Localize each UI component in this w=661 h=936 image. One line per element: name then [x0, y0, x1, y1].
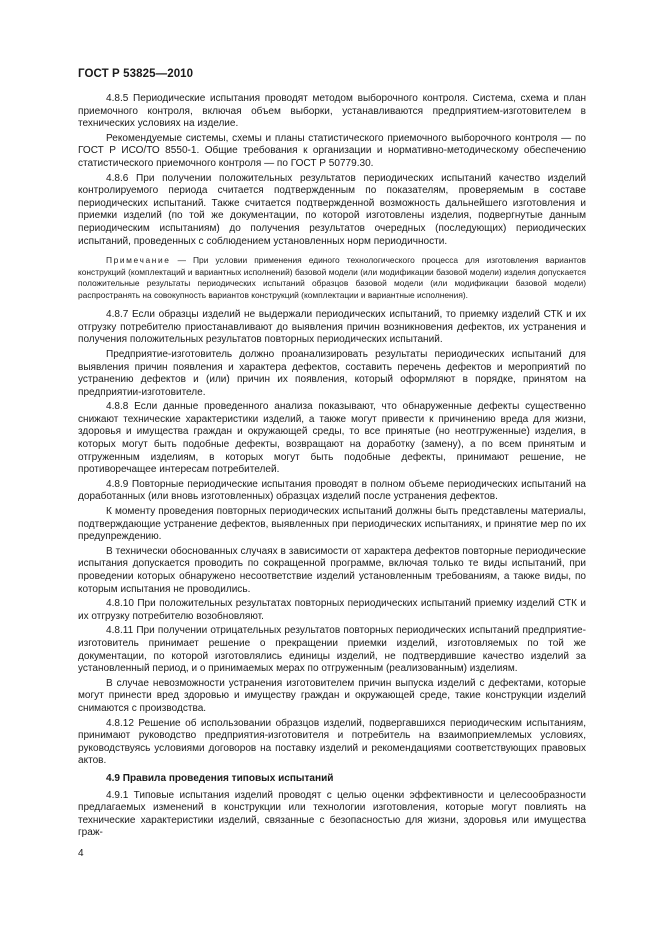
paragraph-4-9-1: 4.9.1 Типовые испытания изделий проводят с целью оценки эффективности и целесообразности предлагаемых изменений в конструкции или технологии изготовления, которые могут повлиять на технические характеристики изделий, связанные с безопасностью для жизни, здоровья или имущества граж- — [78, 789, 586, 839]
paragraph-4-8-7: 4.8.7 Если образцы изделий не выдержали периодических испытаний, то приемку изделий СТК и их отгрузку потребителю приостанавливают до выявления причин возникновения дефектов, их устранения и получения положительных результатов повторных периодических испытаний. — [78, 309, 586, 346]
paragraph-4-8-9: 4.8.9 Повторные периодические испытания проводят в полном объеме периодических испытаний на доработанных (или вновь изготовленных) образцах изделий после устранения дефектов. — [78, 478, 586, 503]
document-header: ГОСТ Р 53825—2010 — [78, 68, 194, 80]
paragraph-4-8-11: 4.8.11 При получении отрицательных результатов повторных периодических испытаний предприятие-изготовитель принимает решение о прекращении приемки изделий, изготовляемых по той же документации, по которой изготовлялись единицы изделий, не подтвердившие качество изделий за установленный период, и о принимаемых мерах по отгруженным (реализованным) изделиям. — [78, 625, 586, 675]
paragraph-analysis: Предприятие-изготовитель должно проанализировать результаты периодических испытаний для выявления причин появления и характера дефектов, составить перечень дефектов и мероприятий по устранению дефектов и (или) причин их появления, который оформляют в порядке, принятом на предприятии-изготовителе. — [78, 348, 586, 398]
document-body — [78, 93, 586, 842]
section-title-4-9: 4.9 Правила проведения типовых испытаний — [106, 772, 334, 784]
note-label: Примечание — [106, 255, 171, 266]
note-text: — При условии применения единого технологического процесса для изготовления вариантов конструкций (комплектаций и вариантных исполнений) базовой модели (или модификации базовой модели) изделия допускается положительные результаты периодических испытаний образцов базовой модели (или модификации базовой модели) распространять на совокупность вариантов конструкций (комплектации и вариантные исполнения). — [78, 255, 586, 300]
paragraph-defects-removal: В случае невозможности устранения изготовителем причин выпуска изделий с дефектами, которые могут принести вред здоровью и имуществу граждан и окружающей среде, такие конструкции изделий снимаются с производства. — [78, 677, 586, 714]
paragraph-4-8-6: 4.8.6 При получении положительных результатов периодических испытаний качество изделий контролируемого периода считается подтвержденным по показателям, проверяемым в составе периодических испытаний. Также считается подтвержденной возможность дальнейшего изготовления и приемки изделий (по той же документации, по которой изготовлены изделия, подвергнутые данным периодическим испытаниям) до получения результатов очередных (последующих) периодических испытаний, проведенных с соблюдением установленных норм периодичности. — [78, 172, 586, 247]
paragraph-materials: К моменту проведения повторных периодических испытаний должны быть представлены материалы, подтверждающие устранение дефектов, выявленных при периодических испытаниях, и принятие мер по их предупреждению. — [78, 506, 586, 543]
note-block — [78, 255, 586, 301]
paragraph-4-8-8: 4.8.8 Если данные проведенного анализа показывают, что обнаруженные дефекты существенно снижают технические характеристики изделий, а также могут привести к причинению вреда для жизни, здоровья и имущества граждан и окружающей среды, то все принятые (но неотгруженные) изделия, в которых могут быть подобные дефекты, возвращают на доработку (замену), а по всем принятым и отгруженным изделиям, в которых могут быть подобные дефекты, принимают решение, не противоречащее интересам потребителей. — [78, 401, 586, 476]
page-number: 4 — [78, 848, 84, 859]
paragraph-reduced-program: В технически обоснованных случаях в зависимости от характера дефектов повторные периодические испытания допускается проводить по сокращенной программе, включая только те виды испытаний, при проведении которых обнаружено несоответствие изделий установленным требованиям, а также виды, по которым испытания не проводились. — [78, 545, 586, 595]
paragraph-4-8-10: 4.8.10 При положительных результатах повторных периодических испытаний приемку изделий СТК и их отгрузку потребителю возобновляют. — [78, 598, 586, 622]
paragraph-4-8-5: 4.8.5 Периодические испытания проводят методом выборочного контроля. Система, схема и план приемочного контроля, включая объем выборки, устанавливаются предприятием-изготовителем в технических условиях на изделие. — [78, 93, 586, 130]
paragraph-recommended-systems: Рекомендуемые системы, схемы и планы статистического приемочного выборочного контроля — по ГОСТ Р ИСО/ТО 8550-1. Общие требования к организации и нормативно-методическому обеспечению статистического приемочного контроля — по ГОСТ Р 50779.30. — [78, 132, 586, 169]
paragraph-4-8-12: 4.8.12 Решение об использовании образцов изделий, подвергавшихся периодическим испытаниям, принимают руководство предприятия-изготовителя и потребитель на взаимоприемлемых условиях, руководствуясь условиями договоров на поставку изделий и рекомендациями соответствующих правовых актов. — [78, 717, 586, 767]
